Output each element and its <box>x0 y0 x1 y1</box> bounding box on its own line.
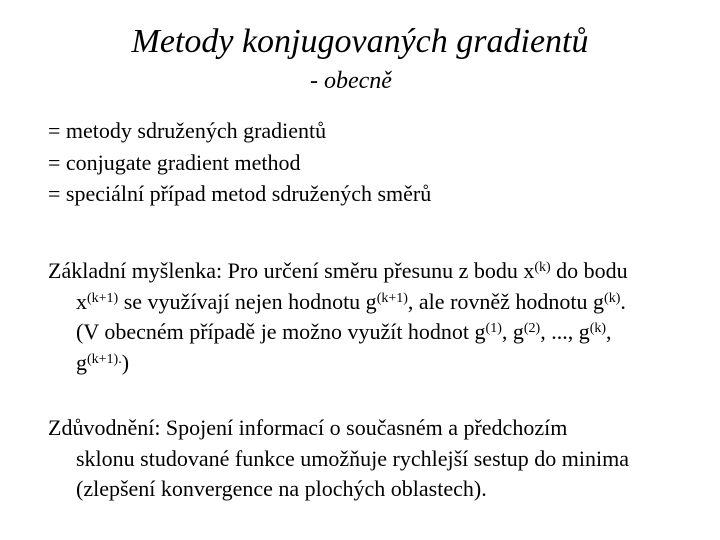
superscript: (k) <box>534 260 551 275</box>
idea-text: ) <box>121 349 130 375</box>
idea-line-3 <box>48 317 708 348</box>
superscript: (k) <box>604 290 621 306</box>
justification-paragraph <box>48 413 708 505</box>
definitions-list <box>48 117 431 212</box>
idea-line-1 <box>48 256 708 287</box>
idea-line-2 <box>48 287 708 318</box>
idea-text: , <box>606 319 612 344</box>
superscript: (k+1) <box>376 290 408 306</box>
idea-text: do bodu <box>550 258 628 283</box>
idea-text: x <box>76 288 87 314</box>
superscript: (1) <box>485 321 502 336</box>
idea-text: . <box>620 288 626 314</box>
reason-line-2: sklonu studované funkce umožňuje rychlejší sestup do minima <box>76 445 629 471</box>
slide-title: Metody konjugovaných gradientů <box>131 23 589 60</box>
basic-idea-paragraph <box>48 256 708 378</box>
superscript: (k+1). <box>87 351 122 367</box>
idea-text: se využívají nejen hodnotu g <box>118 288 377 314</box>
idea-text: , g <box>501 319 524 344</box>
definition-item: = metody sdružených gradientů <box>48 118 327 143</box>
idea-line-4 <box>48 348 708 379</box>
idea-text: (V obecném případě je možno využít hodnot g <box>76 319 486 344</box>
definition-item: = conjugate gradient method <box>48 149 301 175</box>
reason-line-3: (zlepšení konvergence na plochých oblastech). <box>76 476 487 501</box>
definition-item: = speciální případ metod sdružených směrů <box>48 181 432 206</box>
superscript: (k) <box>589 321 607 336</box>
superscript: (k+1) <box>87 290 119 306</box>
idea-text: Základní myšlenka: Pro určení směru přesunu z bodu x <box>48 258 535 283</box>
reason-line-1: Zdůvodnění: Spojení informací o současném a předchozím <box>48 415 568 440</box>
slide-subtitle: - obecně <box>310 68 392 94</box>
superscript: (2) <box>523 321 541 336</box>
idea-text: , ale rovněž hodnotu g <box>407 288 605 314</box>
idea-text: , ..., g <box>540 319 590 344</box>
idea-text: g <box>76 349 87 375</box>
